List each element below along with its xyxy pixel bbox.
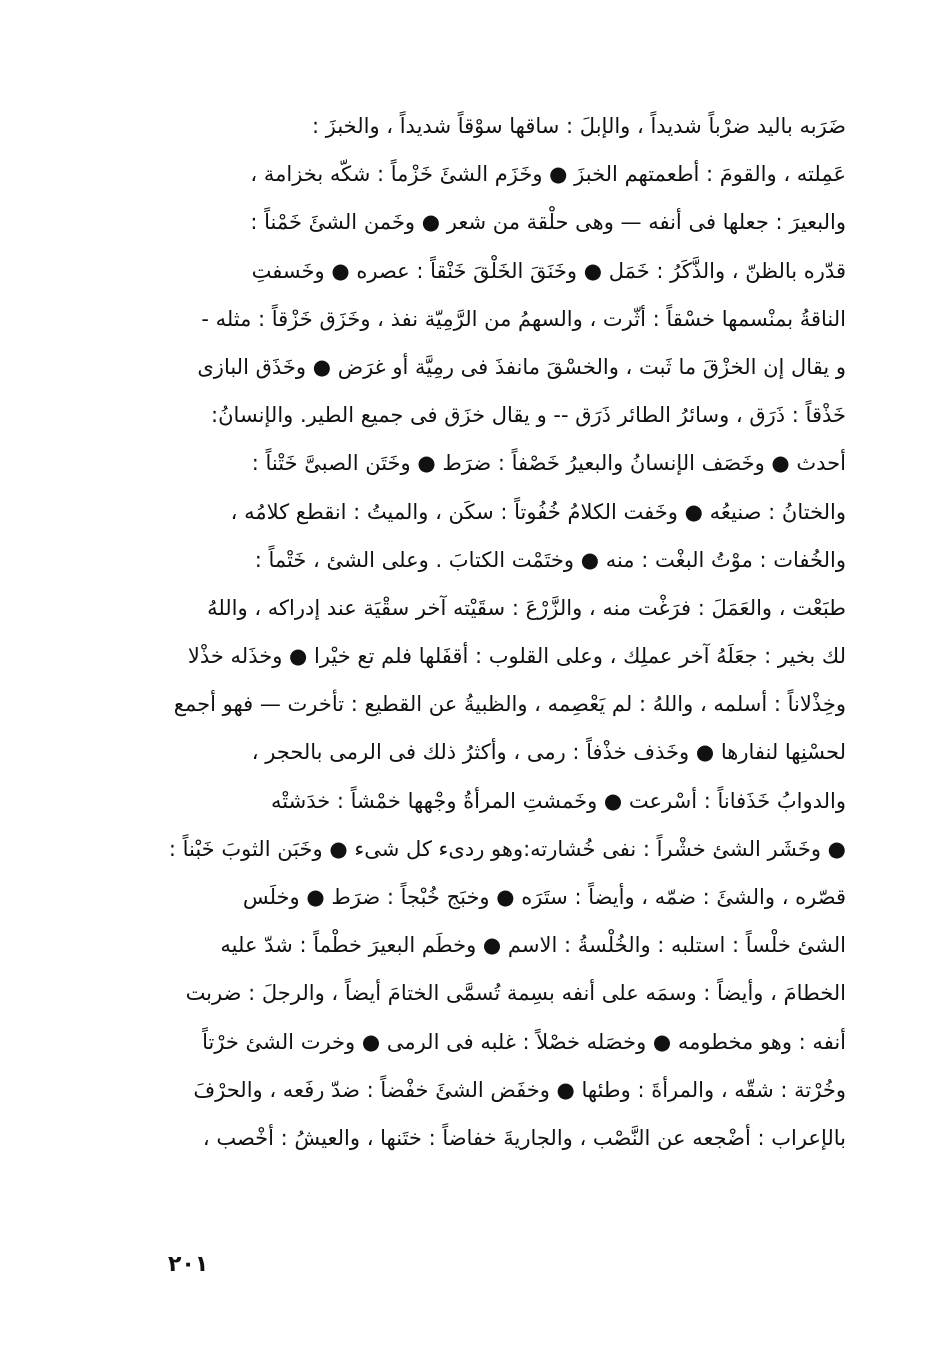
text-line: طبَعْت ، والعَمَلَ : فرَغْت منه ، والزَّرْعَ : سقَيْته آخر سقْيَة عند إدراكه ، واللهُ — [207, 595, 846, 620]
text-line: خَذْقاً : ذَرَق ، وسائرُ الطائر ذَرَق -- و يقال خزَق فى جميع الطير. والإنسانُ: — [211, 403, 846, 428]
text-line: والدوابُ خَذَفاناً : أسْرعت ● وخَمشتِ المرأةُ وجْهها خمْشاً : خدَشتْه — [271, 788, 846, 813]
text-line: قدّره بالظنّ ، والذَّكَرُ : خَمَل ● وخَنَقَ الخَلْقَ خَنْقاً : عصره ● وخَسفتِ — [251, 258, 846, 283]
dictionary-text-block — [110, 102, 846, 1162]
text-line: والبعيرَ : جعلها فى أنفه — وهى حلْقة من شعر ● وخَمن الشئَ خَمْناً : — [250, 210, 846, 235]
text-line: لك بخير : جعَلَهُ آخر عملِك ، وعلى القلوب : أقفَلها فلم تع خيْرا ● وخذَله خذْلا — [187, 644, 846, 669]
text-line: الناقةُ بمنْسمها خسْقاً : أثّرت ، والسهمُ من الرَّمِيّة نفذ ، وخَزَق خَزْقاً : مثله - — [201, 306, 846, 331]
text-line: والختانُ : صنيعُه ● وخَفت الكلامُ خُفُوتاً : سكَن ، والميتُ : انقطع كلامُه ، — [230, 499, 846, 524]
text-line: قصّره ، والشئَ : ضمّه ، وأيضاً : ستَرَه ● وخبَج خُبْجاً : ضرَط ● وخلَس — [242, 885, 846, 909]
text-line: ضَرَبه باليد ضرْباً شديداً ، والإبلَ : ساقها سوْقاً شديداً ، والخبزَ : — [311, 114, 846, 138]
text-line: لحسْنِها لنفارها ● وخَذف خذْفاً : رمى ، وأكثرُ ذلك فى الرمى بالحجر ، — [251, 740, 846, 765]
text-line: وخِذْلاناً : أسلمه ، واللهُ : لم يَعْصِمه ، والظبيةُ عن القطيع : تأخرت — فهو أجمع — [173, 692, 846, 717]
text-line: أحدث ● وخَصَف الإنسانُ والبعيرُ خَصْفاً : ضرَط ● وخَتَن الصبىَّ خَتْناً : — [251, 451, 846, 476]
text-line: الشئ خلْساً : استلبه : والخُلْسةُ : الاسم ● وخطَم البعيرَ خطْماً : شدّ عليه — [220, 933, 846, 958]
text-line: و يقال إن الخزْقَ ما ثَبت ، والخسْقَ مانفذَ فى رمِيَّة أو غرَض ● وخَذَق البازى — [197, 354, 846, 379]
text-line: والخُفات : موْتُ البغْت : منه ● وختَمْت الكتابَ . وعلى الشئ ، خَتْماً : — [254, 547, 846, 572]
text-line: وخُرْتة : شقّه ، والمرأةَ : وطئها ● وخفَض الشئَ خفْضاً : ضدّ رفَعه ، والحرْفَ — [193, 1077, 846, 1102]
text-line: عَمِلته ، والقومَ : أطعمتهم الخبزَ ● وخَزَم الشئَ خَزْماً : شكّه بخزامة ، — [250, 162, 846, 187]
text-line: الخطامَ ، وأيضاً : وسمَه على أنفه بسِمة تُسمَّى الختامَ أيضاً ، والرجلَ : ضربت — [185, 981, 846, 1006]
text-line: بالإعراب : أضْجعه عن النَّصْب ، والجاريةَ خفاضاً : ختَنها ، والعيشُ : أخْصب ، — [202, 1125, 846, 1150]
text-line: ● وخَشَر الشئ خشْراً : نفى خُشارته:وهو ردىء كل شىء ● وخَبَن الثوبَ خَبْناً : — [168, 836, 846, 861]
page-number: ٢٠١ — [168, 1252, 209, 1277]
text-line: أنفه : وهو مخطومه ● وخصَله خصْلاً : غلبه فى الرمى ● وخرت الشئ خرْتاً — [202, 1029, 846, 1054]
